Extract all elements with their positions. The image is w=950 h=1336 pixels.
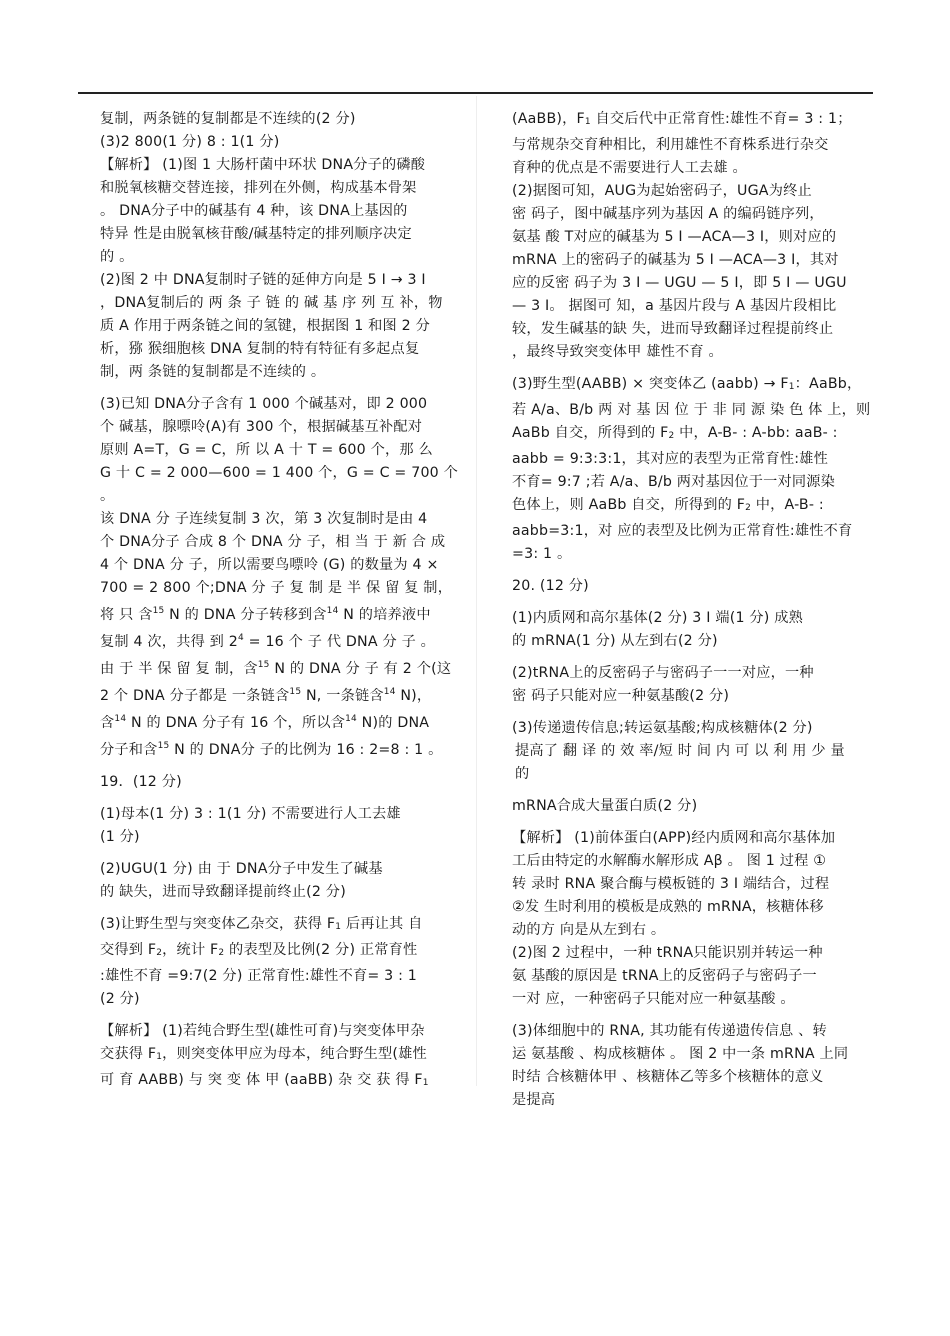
text-line: 若 A/a、B/b 两 对 基 因 位 于 非 同 源 染 色 体 上，则 bbox=[512, 402, 871, 418]
text-line: — 3 I。 据图可 知，a 基因片段与 A 基因片段相比 bbox=[512, 298, 837, 314]
text-line: 交得到 F2，统计 F2 的表型及比例(2 分) 正常育性 bbox=[100, 942, 418, 958]
text-line: 该 DNA 分 子连续复制 3 次，第 3 次复制时是由 4 bbox=[100, 511, 428, 527]
text-line: 【解析】 (1)图 1 大肠杆菌中环状 DNA分子的磷酸 bbox=[100, 157, 426, 173]
text-line: :雄性不育 =9:7(2 分) 正常育性:雄性不育= 3 : 1 bbox=[100, 968, 417, 984]
text-line: 不育= 9:7 ;若 A/a、B/b 两对基因位于一对同源染 bbox=[512, 474, 836, 490]
text-line: =3: 1 。 bbox=[512, 546, 572, 562]
text-line: 分子和含$^{15}$ N 的 DNA分 子的比例为 16 : 2=8 : 1 。 bbox=[100, 741, 443, 758]
text-line: ，DNA复制后的 两 条 子 链 的 碱 基 序 列 互 补，物 bbox=[100, 295, 443, 311]
text-line: 氨 基酸的原因是 tRNA上的反密码子与密码子一 bbox=[512, 968, 817, 984]
text-line: 一对 应，一种密码子只能对应一种氨基酸 。 bbox=[512, 991, 795, 1007]
text-line: 将 只 含$^{15}$ N 的 DNA 分子转移到含$^{14}$ N 的培养液中 bbox=[100, 606, 431, 623]
text-line: (1 分) bbox=[100, 829, 140, 845]
text-line: 特异 性是由脱氧核苷酸/碱基特定的排列顺序决定 bbox=[100, 226, 412, 242]
text-line: 2 个 DNA 分子都是 一条链含$^{15}$ N, 一条链含$^{14}$ N)， bbox=[100, 687, 432, 704]
question-number: 19．(12 分) bbox=[100, 774, 182, 790]
text-line: 交获得 F1，则突变体甲应为母本，纯合野生型(雄性 bbox=[100, 1046, 427, 1062]
text-line: 的 缺失，进而导致翻译提前终止(2 分) bbox=[100, 884, 346, 900]
text-line: (3)已知 DNA分子含有 1 000 个碱基对，即 2 000 bbox=[100, 396, 428, 412]
text-line: 运 氨基酸 、构成核糖体 。 图 2 中一条 mRNA 上同 bbox=[512, 1046, 849, 1062]
text-line: 原则 A=T，G = C，所 以 A 十 T = 600 个，那 么 bbox=[100, 442, 433, 458]
left-column bbox=[100, 108, 466, 1095]
text-line: 育种的优点是不需要进行人工去雄 。 bbox=[512, 160, 747, 176]
text-line: 和脱氧核糖交替连接，排列在外侧，构成基本骨架 bbox=[100, 180, 417, 196]
text-line: (2)图 2 中 DNA复制时子链的延伸方向是 5 I → 3 I bbox=[100, 272, 426, 288]
text-line: 较，发生碱基的缺 失，进而导致翻译过程提前终止 bbox=[512, 321, 834, 337]
text-line: 与常规杂交育种相比，利用雄性不育株系进行杂交 bbox=[512, 137, 829, 153]
text-line: (2)据图可知，AUG为起始密码子，UGA为终止 bbox=[512, 183, 812, 199]
text-line: 的 bbox=[515, 766, 530, 782]
text-line: (3)体细胞中的 RNA, 其功能有传递遗传信息 、转 bbox=[512, 1023, 827, 1039]
text-line: 应的反密 码子为 3 I — UGU — 5 I，即 5 I — UGU bbox=[512, 275, 847, 291]
top-rule bbox=[78, 92, 873, 94]
text-line: 动的方 向是从左到右 。 bbox=[512, 922, 666, 938]
text-line: 的 mRNA(1 分) 从左到右(2 分) bbox=[512, 633, 718, 649]
text-line: aabb=3:1，对 应的表型及比例为正常育性:雄性不育 bbox=[512, 523, 853, 539]
text-line: 4 个 DNA 分 子，所以需要鸟嘌呤 (G) 的数量为 4 × bbox=[100, 557, 439, 573]
text-line: AaBb 自交，所得到的 F2 中，A-B- : A-bb: aaB- : bbox=[512, 425, 838, 441]
text-line: 色体上，则 AaBb 自交，所得到的 F2 中，A-B- : bbox=[512, 497, 824, 513]
text-line: 提高了 翻 译 的 效 率/短 时 间 内 可 以 利 用 少 量 bbox=[515, 743, 845, 759]
text-line: 转 录时 RNA 聚合酶与模板链的 3 I 端结合，过程 bbox=[512, 876, 830, 892]
right-column bbox=[512, 108, 876, 1112]
text-line: 氨基 酸 T对应的碱基为 5 I —ACA—3 I，则对应的 bbox=[512, 229, 837, 245]
text-line: (1)内质网和高尔基体(2 分) 3 I 端(1 分) 成熟 bbox=[512, 610, 803, 626]
text-line: (3)2 800(1 分) 8 : 1(1 分) bbox=[100, 134, 280, 150]
text-line: 密 码子只能对应一种氨基酸(2 分) bbox=[512, 688, 730, 704]
text-line: (1)母本(1 分) 3 : 1(1 分) 不需要进行人工去雄 bbox=[100, 806, 401, 822]
text-line: ②发 生时利用的模板是成熟的 mRNA，核糖体移 bbox=[512, 899, 824, 915]
text-line: 制，两 条链的复制都是不连续的 。 bbox=[100, 364, 326, 380]
text-line: 复制 4 次，共得 到 $2^4 = 16$ 个 子 代 DNA 分 子 。 bbox=[100, 633, 436, 650]
text-line: 个 DNA分子 合成 8 个 DNA 分 子，相 当 于 新 合 成 bbox=[100, 534, 446, 550]
text-line: 工后由特定的水解酶水解形成 Aβ 。 图 1 过程 ① bbox=[512, 853, 827, 869]
question-number: 20. (12 分) bbox=[512, 578, 589, 594]
text-line: aabb = 9:3:3:1，其对应的表型为正常育性:雄性 bbox=[512, 451, 828, 467]
text-line: 的 。 bbox=[100, 249, 134, 265]
text-line: 个 碱基，腺嘌呤(A)有 300 个，根据碱基互补配对 bbox=[100, 419, 423, 435]
text-line: mRNA 上的密码子的碱基为 5 I —ACA—3 I，其对 bbox=[512, 252, 839, 268]
text-line: (3)让野生型与突变体乙杂交，获得 F1 后再让其 自 bbox=[100, 916, 423, 932]
text-line: 【解析】 (1)前体蛋白(APP)经内质网和高尔基体加 bbox=[512, 830, 836, 846]
text-line: (2 分) bbox=[100, 991, 140, 1007]
text-line: (2)tRNA上的反密码子与密码子一一对应，一种 bbox=[512, 665, 814, 681]
text-line: 由 于 半 保 留 复 制，含$^{15}$ N 的 DNA 分 子 有 2 个(这 bbox=[100, 660, 452, 677]
text-line: 析，猕 猴细胞核 DNA 复制的特有特征有多起点复 bbox=[100, 341, 420, 357]
text-line: 700 = 2 800 个;DNA 分 子 复 制 是 半 保 留 复 制， bbox=[100, 580, 453, 596]
text-line: ，最终导致突变体甲 雄性不育 。 bbox=[512, 344, 723, 360]
text-line: (3)野生型(AABB) × 突变体乙 (aabb) → F1：AaBb， bbox=[512, 376, 862, 392]
text-line: 。 DNA分子中的碱基有 4 种，该 DNA上基因的 bbox=[100, 203, 408, 219]
text-line: 时结 合核糖体甲 、核糖体乙等多个核糖体的意义 bbox=[512, 1069, 824, 1085]
text-line: 是提高 bbox=[512, 1092, 556, 1108]
text-line: 【解析】 (1)若纯合野生型(雄性可育)与突变体甲杂 bbox=[100, 1023, 425, 1039]
text-line: (2)UGU(1 分) 由 于 DNA分子中发生了碱基 bbox=[100, 861, 383, 877]
text-line: (3)传递遗传信息;转运氨基酸;构成核糖体(2 分) bbox=[512, 720, 813, 736]
text-line: 可 育 AABB) 与 突 变 体 甲 (aaBB) 杂 交 获 得 F1 bbox=[100, 1072, 429, 1088]
text-line: 密 码子，图中碱基序列为基因 A 的编码链序列， bbox=[512, 206, 824, 222]
text-line: mRNA合成大量蛋白质(2 分) bbox=[512, 798, 698, 814]
column-divider bbox=[476, 96, 477, 1086]
text-line: 复制，两条链的复制都是不连续的(2 分) bbox=[100, 111, 356, 127]
text-line: (2)图 2 过程中，一种 tRNA只能识别并转运一种 bbox=[512, 945, 823, 961]
text-line: G 十 C = 2 000—600 = 1 400 个，G = C = 700 个 。 bbox=[100, 465, 458, 504]
text-line: 含$^{14}$ N 的 DNA 分子有 16 个，所以含$^{14}$ N)的 DNA bbox=[100, 714, 430, 731]
text-line: (AaBB)，F1 自交后代中正常育性:雄性不育= 3 : 1； bbox=[512, 111, 852, 127]
text-line: 质 A 作用于两条链之间的氢键，根据图 1 和图 2 分 bbox=[100, 318, 430, 334]
